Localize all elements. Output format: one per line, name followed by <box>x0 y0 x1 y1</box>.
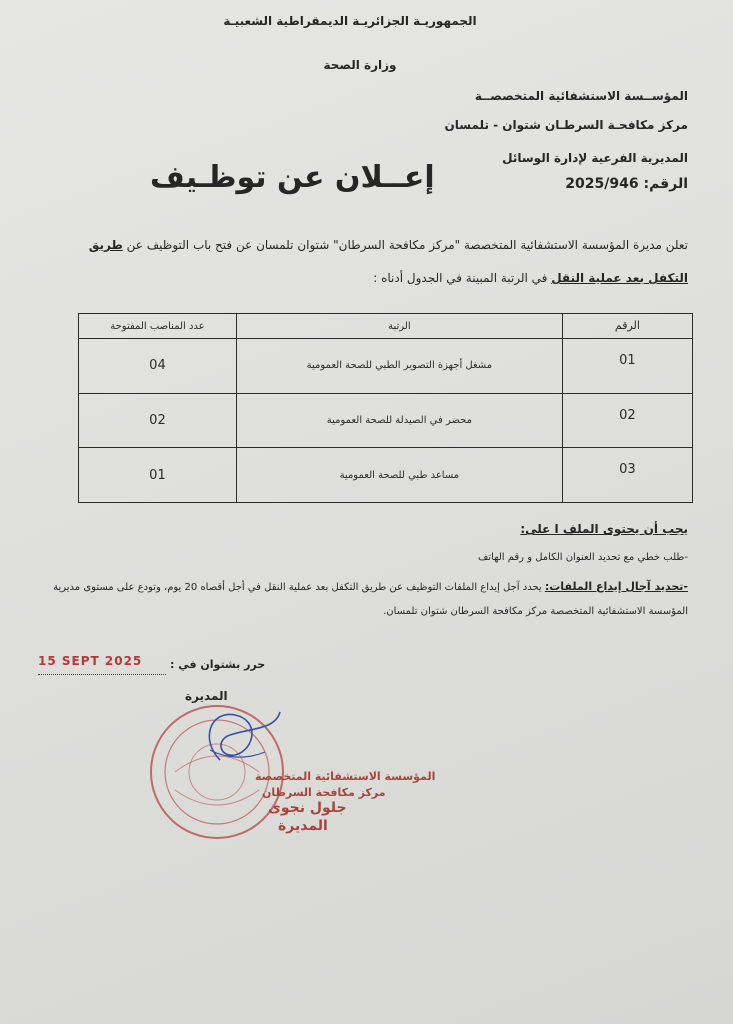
header-rank: الرتبة <box>236 314 562 339</box>
reference-label: الرقم: <box>643 176 688 192</box>
table-header-row <box>79 314 693 339</box>
intro-underlined-word: طريق <box>88 238 123 252</box>
intro-line-1 <box>89 238 688 252</box>
stamp-line-1: المؤسسة الاستشفائية المتخصصة <box>255 770 436 783</box>
intro-line-1-text: تعلن مديرة المؤسسة الاستشفائية المتخصصة "مركز مكافحة السرطان" شتوان تلمسان عن فتح باب التوظيف عن <box>122 238 688 252</box>
table-row <box>79 393 693 448</box>
center-name: مركز مكافحـة السرطـان شتوان - تلمسان <box>444 118 688 132</box>
intro-highlight: التكفل بعد عملية النقل <box>551 271 688 285</box>
stamp-line-4: المديرة <box>278 818 328 834</box>
row-count: 04 <box>79 339 237 394</box>
table-row <box>79 339 693 394</box>
date-stamp: 15 SEPT 2025 <box>38 654 166 675</box>
intro-line-2-text: في الرتبة المبينة في الجدول أدناه : <box>373 271 552 285</box>
row-rank: محضر في الصيدلة للصحة العمومية <box>236 393 562 448</box>
deadline-text: يحدد آجل إيداع الملفات التوظيف عن طريق التكفل بعد عملية النقل في أجل أقصاه 20 يوم، وتودع على مستوى مديرية <box>53 582 545 593</box>
row-num: 02 <box>562 393 692 448</box>
signature-icon <box>180 700 290 780</box>
signatory-role: المديرة <box>185 689 228 703</box>
row-rank: مشغل أجهزة التصوير الطبي للصحة العمومية <box>236 339 562 394</box>
row-num: 01 <box>562 339 692 394</box>
row-num: 03 <box>562 448 692 503</box>
positions-table <box>78 313 693 503</box>
row-count: 02 <box>79 393 237 448</box>
table-row <box>79 448 693 503</box>
header-count: عدد المناصب المفتوحة <box>79 314 237 339</box>
directorate-name: المديرية الفرعية لإدارة الوسائل <box>502 151 688 165</box>
intro-line-2 <box>373 271 688 285</box>
deadline-line-1 <box>53 580 688 593</box>
stamp-line-3: جلول نجوى <box>268 800 347 816</box>
place-label: حرر بشتوان في : <box>170 658 266 671</box>
republic-header: الجمهوريـة الجزائريـة الديمقراطية الشعبيـة <box>223 14 477 28</box>
deadline-line-2: المؤسسة الاستشفائية المتخصصة مركز مكافحة السرطان شتوان تلمسان. <box>383 606 688 617</box>
page-title: إعــلان عن توظـيف <box>150 160 435 195</box>
reference-number: 2025/946 <box>565 176 639 192</box>
row-rank: مساعد طبي للصحة العمومية <box>236 448 562 503</box>
ministry-header: وزارة الصحة <box>323 58 397 72</box>
header-num: الرقم <box>562 314 692 339</box>
requirements-heading: يجب أن يحتوى الملف ا على: <box>520 522 688 536</box>
requirement-item-1: -طلب خطي مع تحديد العنوان الكامل و رقم الهاتف <box>477 552 688 563</box>
stamp-line-2: مركز مكافحة السرطان <box>262 786 386 799</box>
institution-name: المؤســسة الاستشفائية المتخصصــة <box>474 89 688 103</box>
row-count: 01 <box>79 448 237 503</box>
deadline-label: -تحديد آجال إيداع الملفات: <box>544 580 688 593</box>
reference-line <box>565 176 688 192</box>
